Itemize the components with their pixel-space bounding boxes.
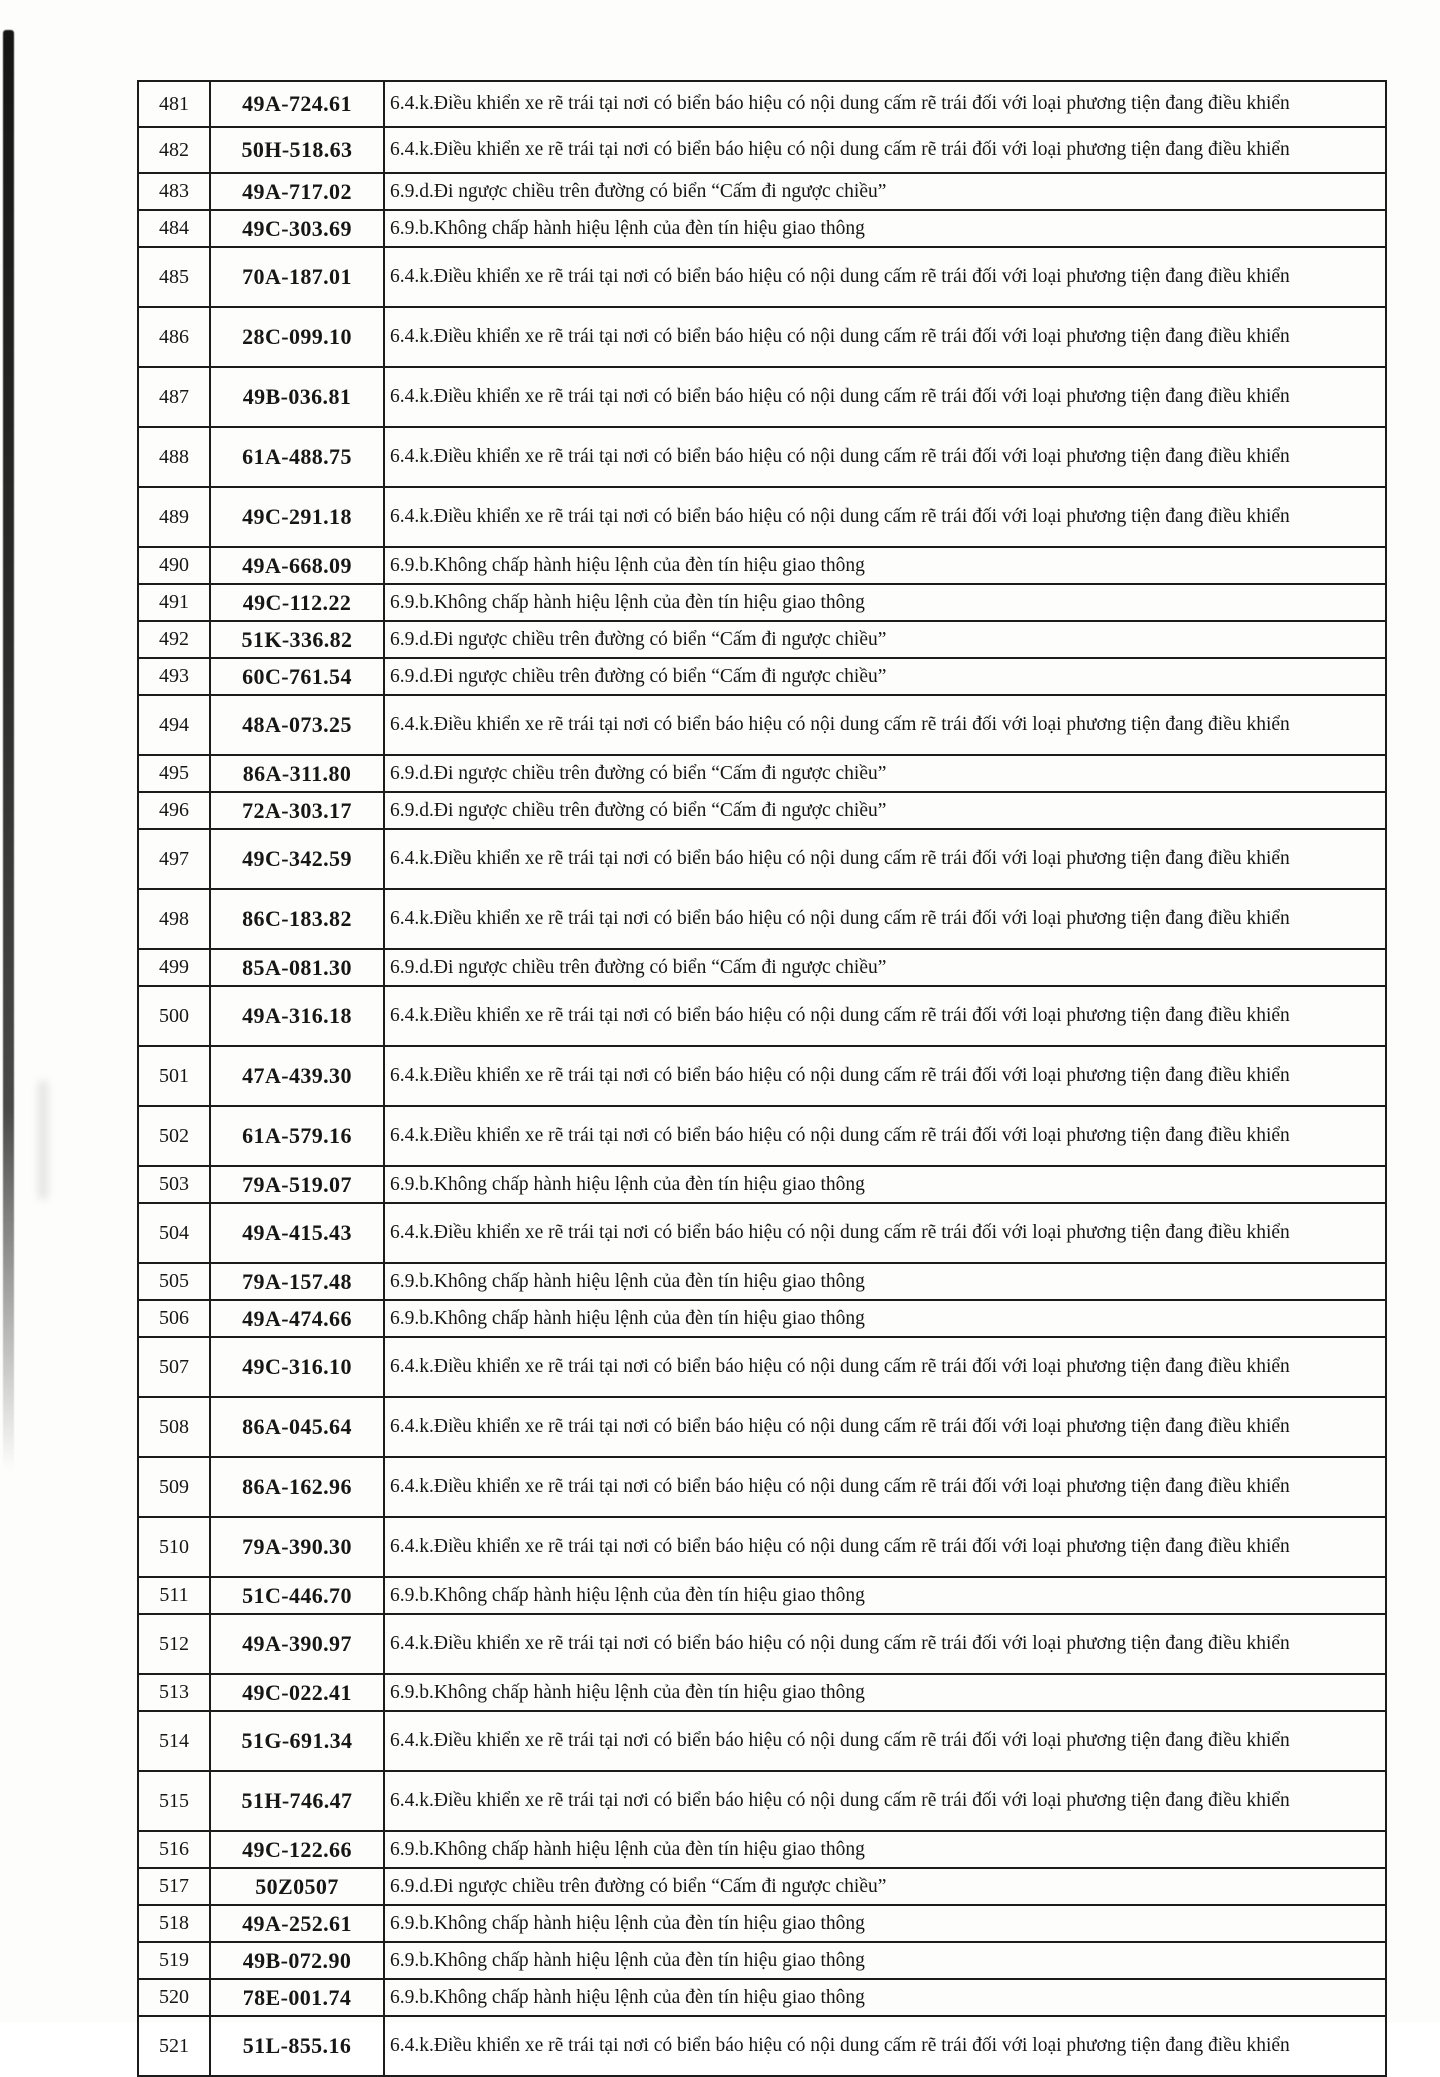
row-number-cell: 516 [138,1831,210,1868]
table-row [138,127,1386,173]
violation-text-cell: 6.4.k.Điều khiển xe rẽ trái tại nơi có biển báo hiệu có nội dung cấm rẽ trái đối với loại phương tiện đang điều khiển [384,1771,1386,1831]
license-plate-cell: 86A-311.80 [210,755,384,792]
row-number-cell: 488 [138,427,210,487]
table-row [138,427,1386,487]
license-plate-cell: 50H-518.63 [210,127,384,173]
table-row [138,1868,1386,1905]
violations-table [137,80,1387,2077]
row-number-cell: 521 [138,2016,210,2076]
table-row [138,1942,1386,1979]
row-number-cell: 515 [138,1771,210,1831]
violation-text-cell: 6.4.k.Điều khiển xe rẽ trái tại nơi có biển báo hiệu có nội dung cấm rẽ trái đối với loại phương tiện đang điều khiển [384,1711,1386,1771]
table-row [138,584,1386,621]
table-row [138,1517,1386,1577]
row-number-cell: 512 [138,1614,210,1674]
violation-text-cell: 6.9.b.Không chấp hành hiệu lệnh của đèn tín hiệu giao thông [384,1674,1386,1711]
table-row [138,889,1386,949]
license-plate-cell: 79A-519.07 [210,1166,384,1203]
row-number-cell: 510 [138,1517,210,1577]
violation-text-cell: 6.9.d.Đi ngược chiều trên đường có biển “Cấm đi ngược chiều” [384,1868,1386,1905]
license-plate-cell: 78E-001.74 [210,1979,384,2016]
table-row [138,986,1386,1046]
row-number-cell: 489 [138,487,210,547]
violation-text-cell: 6.4.k.Điều khiển xe rẽ trái tại nơi có biển báo hiệu có nội dung cấm rẽ trái đối với loại phương tiện đang điều khiển [384,127,1386,173]
row-number-cell: 514 [138,1711,210,1771]
row-number-cell: 481 [138,81,210,127]
license-plate-cell: 85A-081.30 [210,949,384,986]
violation-text-cell: 6.9.d.Đi ngược chiều trên đường có biển “Cấm đi ngược chiều” [384,792,1386,829]
table-row [138,621,1386,658]
license-plate-cell: 79A-157.48 [210,1263,384,1300]
license-plate-cell: 79A-390.30 [210,1517,384,1577]
violation-text-cell: 6.4.k.Điều khiển xe rẽ trái tại nơi có biển báo hiệu có nội dung cấm rẽ trái đối với loại phương tiện đang điều khiển [384,1457,1386,1517]
license-plate-cell: 86C-183.82 [210,889,384,949]
violation-text-cell: 6.9.b.Không chấp hành hiệu lệnh của đèn tín hiệu giao thông [384,1942,1386,1979]
table-row [138,487,1386,547]
license-plate-cell: 49A-415.43 [210,1203,384,1263]
row-number-cell: 517 [138,1868,210,1905]
violation-text-cell: 6.4.k.Điều khiển xe rẽ trái tại nơi có biển báo hiệu có nội dung cấm rẽ trái đối với loại phương tiện đang điều khiển [384,427,1386,487]
license-plate-cell: 49C-112.22 [210,584,384,621]
violation-text-cell: 6.4.k.Điều khiển xe rẽ trái tại nơi có biển báo hiệu có nội dung cấm rẽ trái đối với loại phương tiện đang điều khiển [384,829,1386,889]
table-row [138,1674,1386,1711]
table-row [138,1203,1386,1263]
table-row [138,1046,1386,1106]
row-number-cell: 498 [138,889,210,949]
row-number-cell: 513 [138,1674,210,1711]
violation-text-cell: 6.9.b.Không chấp hành hiệu lệnh của đèn tín hiệu giao thông [384,1300,1386,1337]
license-plate-cell: 86A-045.64 [210,1397,384,1457]
table-row [138,1577,1386,1614]
row-number-cell: 504 [138,1203,210,1263]
license-plate-cell: 61A-488.75 [210,427,384,487]
table-row [138,1300,1386,1337]
violation-text-cell: 6.9.d.Đi ngược chiều trên đường có biển “Cấm đi ngược chiều” [384,173,1386,210]
table-row [138,307,1386,367]
violation-text-cell: 6.4.k.Điều khiển xe rẽ trái tại nơi có biển báo hiệu có nội dung cấm rẽ trái đối với loại phương tiện đang điều khiển [384,81,1386,127]
row-number-cell: 511 [138,1577,210,1614]
violation-text-cell: 6.9.b.Không chấp hành hiệu lệnh của đèn tín hiệu giao thông [384,1979,1386,2016]
row-number-cell: 484 [138,210,210,247]
violation-text-cell: 6.4.k.Điều khiển xe rẽ trái tại nơi có biển báo hiệu có nội dung cấm rẽ trái đối với loại phương tiện đang điều khiển [384,307,1386,367]
row-number-cell: 490 [138,547,210,584]
license-plate-cell: 49A-668.09 [210,547,384,584]
table-row [138,1337,1386,1397]
row-number-cell: 486 [138,307,210,367]
license-plate-cell: 48A-073.25 [210,695,384,755]
row-number-cell: 491 [138,584,210,621]
license-plate-cell: 49C-022.41 [210,1674,384,1711]
table-row [138,210,1386,247]
violation-text-cell: 6.9.d.Đi ngược chiều trên đường có biển “Cấm đi ngược chiều” [384,755,1386,792]
row-number-cell: 493 [138,658,210,695]
table-row [138,1166,1386,1203]
license-plate-cell: 49A-252.61 [210,1905,384,1942]
license-plate-cell: 49B-072.90 [210,1942,384,1979]
table-row [138,1711,1386,1771]
violation-text-cell: 6.9.b.Không chấp hành hiệu lệnh của đèn tín hiệu giao thông [384,1831,1386,1868]
row-number-cell: 506 [138,1300,210,1337]
table-row [138,792,1386,829]
violation-text-cell: 6.9.b.Không chấp hành hiệu lệnh của đèn tín hiệu giao thông [384,1905,1386,1942]
row-number-cell: 485 [138,247,210,307]
table-row [138,755,1386,792]
table-row [138,2016,1386,2076]
violation-text-cell: 6.4.k.Điều khiển xe rẽ trái tại nơi có biển báo hiệu có nội dung cấm rẽ trái đối với loại phương tiện đang điều khiển [384,367,1386,427]
violation-text-cell: 6.9.b.Không chấp hành hiệu lệnh của đèn tín hiệu giao thông [384,1263,1386,1300]
table-row [138,695,1386,755]
row-number-cell: 505 [138,1263,210,1300]
table-row [138,658,1386,695]
table-row [138,367,1386,427]
row-number-cell: 494 [138,695,210,755]
table-row [138,247,1386,307]
table-row [138,547,1386,584]
violations-table-body [138,81,1386,2076]
license-plate-cell: 49C-122.66 [210,1831,384,1868]
row-number-cell: 482 [138,127,210,173]
license-plate-cell: 49C-291.18 [210,487,384,547]
row-number-cell: 501 [138,1046,210,1106]
violation-text-cell: 6.9.d.Đi ngược chiều trên đường có biển “Cấm đi ngược chiều” [384,621,1386,658]
license-plate-cell: 61A-579.16 [210,1106,384,1166]
row-number-cell: 509 [138,1457,210,1517]
row-number-cell: 495 [138,755,210,792]
violation-text-cell: 6.4.k.Điều khiển xe rẽ trái tại nơi có biển báo hiệu có nội dung cấm rẽ trái đối với loại phương tiện đang điều khiển [384,986,1386,1046]
scan-edge-shadow [3,30,14,1470]
row-number-cell: 502 [138,1106,210,1166]
table-row [138,1771,1386,1831]
table-row [138,1106,1386,1166]
table-row [138,1614,1386,1674]
row-number-cell: 487 [138,367,210,427]
license-plate-cell: 86A-162.96 [210,1457,384,1517]
row-number-cell: 508 [138,1397,210,1457]
violation-text-cell: 6.9.b.Không chấp hành hiệu lệnh của đèn tín hiệu giao thông [384,584,1386,621]
scan-smudge [38,1080,48,1200]
license-plate-cell: 28C-099.10 [210,307,384,367]
violation-text-cell: 6.9.b.Không chấp hành hiệu lệnh của đèn tín hiệu giao thông [384,210,1386,247]
license-plate-cell: 70A-187.01 [210,247,384,307]
license-plate-cell: 51K-336.82 [210,621,384,658]
violation-text-cell: 6.4.k.Điều khiển xe rẽ trái tại nơi có biển báo hiệu có nội dung cấm rẽ trái đối với loại phương tiện đang điều khiển [384,1397,1386,1457]
table-row [138,829,1386,889]
violation-text-cell: 6.4.k.Điều khiển xe rẽ trái tại nơi có biển báo hiệu có nội dung cấm rẽ trái đối với loại phương tiện đang điều khiển [384,247,1386,307]
license-plate-cell: 47A-439.30 [210,1046,384,1106]
violation-text-cell: 6.4.k.Điều khiển xe rẽ trái tại nơi có biển báo hiệu có nội dung cấm rẽ trái đối với loại phương tiện đang điều khiển [384,1203,1386,1263]
license-plate-cell: 49B-036.81 [210,367,384,427]
license-plate-cell: 72A-303.17 [210,792,384,829]
license-plate-cell: 50Z0507 [210,1868,384,1905]
license-plate-cell: 51L-855.16 [210,2016,384,2076]
violation-text-cell: 6.4.k.Điều khiển xe rẽ trái tại nơi có biển báo hiệu có nội dung cấm rẽ trái đối với loại phương tiện đang điều khiển [384,889,1386,949]
violation-text-cell: 6.9.d.Đi ngược chiều trên đường có biển “Cấm đi ngược chiều” [384,949,1386,986]
violation-text-cell: 6.4.k.Điều khiển xe rẽ trái tại nơi có biển báo hiệu có nội dung cấm rẽ trái đối với loại phương tiện đang điều khiển [384,695,1386,755]
row-number-cell: 503 [138,1166,210,1203]
table-row [138,949,1386,986]
license-plate-cell: 49A-474.66 [210,1300,384,1337]
license-plate-cell: 51G-691.34 [210,1711,384,1771]
row-number-cell: 496 [138,792,210,829]
row-number-cell: 492 [138,621,210,658]
table-row [138,1397,1386,1457]
table-row [138,1831,1386,1868]
table-row [138,1905,1386,1942]
license-plate-cell: 49A-316.18 [210,986,384,1046]
violation-text-cell: 6.4.k.Điều khiển xe rẽ trái tại nơi có biển báo hiệu có nội dung cấm rẽ trái đối với loại phương tiện đang điều khiển [384,1106,1386,1166]
license-plate-cell: 49A-390.97 [210,1614,384,1674]
row-number-cell: 497 [138,829,210,889]
violation-text-cell: 6.9.b.Không chấp hành hiệu lệnh của đèn tín hiệu giao thông [384,1577,1386,1614]
violation-text-cell: 6.4.k.Điều khiển xe rẽ trái tại nơi có biển báo hiệu có nội dung cấm rẽ trái đối với loại phương tiện đang điều khiển [384,2016,1386,2076]
row-number-cell: 518 [138,1905,210,1942]
row-number-cell: 519 [138,1942,210,1979]
row-number-cell: 500 [138,986,210,1046]
violation-text-cell: 6.9.b.Không chấp hành hiệu lệnh của đèn tín hiệu giao thông [384,547,1386,584]
violation-text-cell: 6.4.k.Điều khiển xe rẽ trái tại nơi có biển báo hiệu có nội dung cấm rẽ trái đối với loại phương tiện đang điều khiển [384,1614,1386,1674]
table-row [138,1263,1386,1300]
table-row [138,81,1386,127]
violation-text-cell: 6.9.d.Đi ngược chiều trên đường có biển “Cấm đi ngược chiều” [384,658,1386,695]
violation-text-cell: 6.4.k.Điều khiển xe rẽ trái tại nơi có biển báo hiệu có nội dung cấm rẽ trái đối với loại phương tiện đang điều khiển [384,487,1386,547]
row-number-cell: 520 [138,1979,210,2016]
row-number-cell: 483 [138,173,210,210]
table-row [138,173,1386,210]
violation-text-cell: 6.4.k.Điều khiển xe rẽ trái tại nơi có biển báo hiệu có nội dung cấm rẽ trái đối với loại phương tiện đang điều khiển [384,1337,1386,1397]
violation-text-cell: 6.4.k.Điều khiển xe rẽ trái tại nơi có biển báo hiệu có nội dung cấm rẽ trái đối với loại phương tiện đang điều khiển [384,1046,1386,1106]
row-number-cell: 507 [138,1337,210,1397]
license-plate-cell: 49A-717.02 [210,173,384,210]
license-plate-cell: 49C-342.59 [210,829,384,889]
license-plate-cell: 49A-724.61 [210,81,384,127]
license-plate-cell: 51C-446.70 [210,1577,384,1614]
license-plate-cell: 49C-316.10 [210,1337,384,1397]
row-number-cell: 499 [138,949,210,986]
license-plate-cell: 60C-761.54 [210,658,384,695]
violation-text-cell: 6.9.b.Không chấp hành hiệu lệnh của đèn tín hiệu giao thông [384,1166,1386,1203]
license-plate-cell: 51H-746.47 [210,1771,384,1831]
table-row [138,1457,1386,1517]
violation-text-cell: 6.4.k.Điều khiển xe rẽ trái tại nơi có biển báo hiệu có nội dung cấm rẽ trái đối với loại phương tiện đang điều khiển [384,1517,1386,1577]
table-row [138,1979,1386,2016]
license-plate-cell: 49C-303.69 [210,210,384,247]
